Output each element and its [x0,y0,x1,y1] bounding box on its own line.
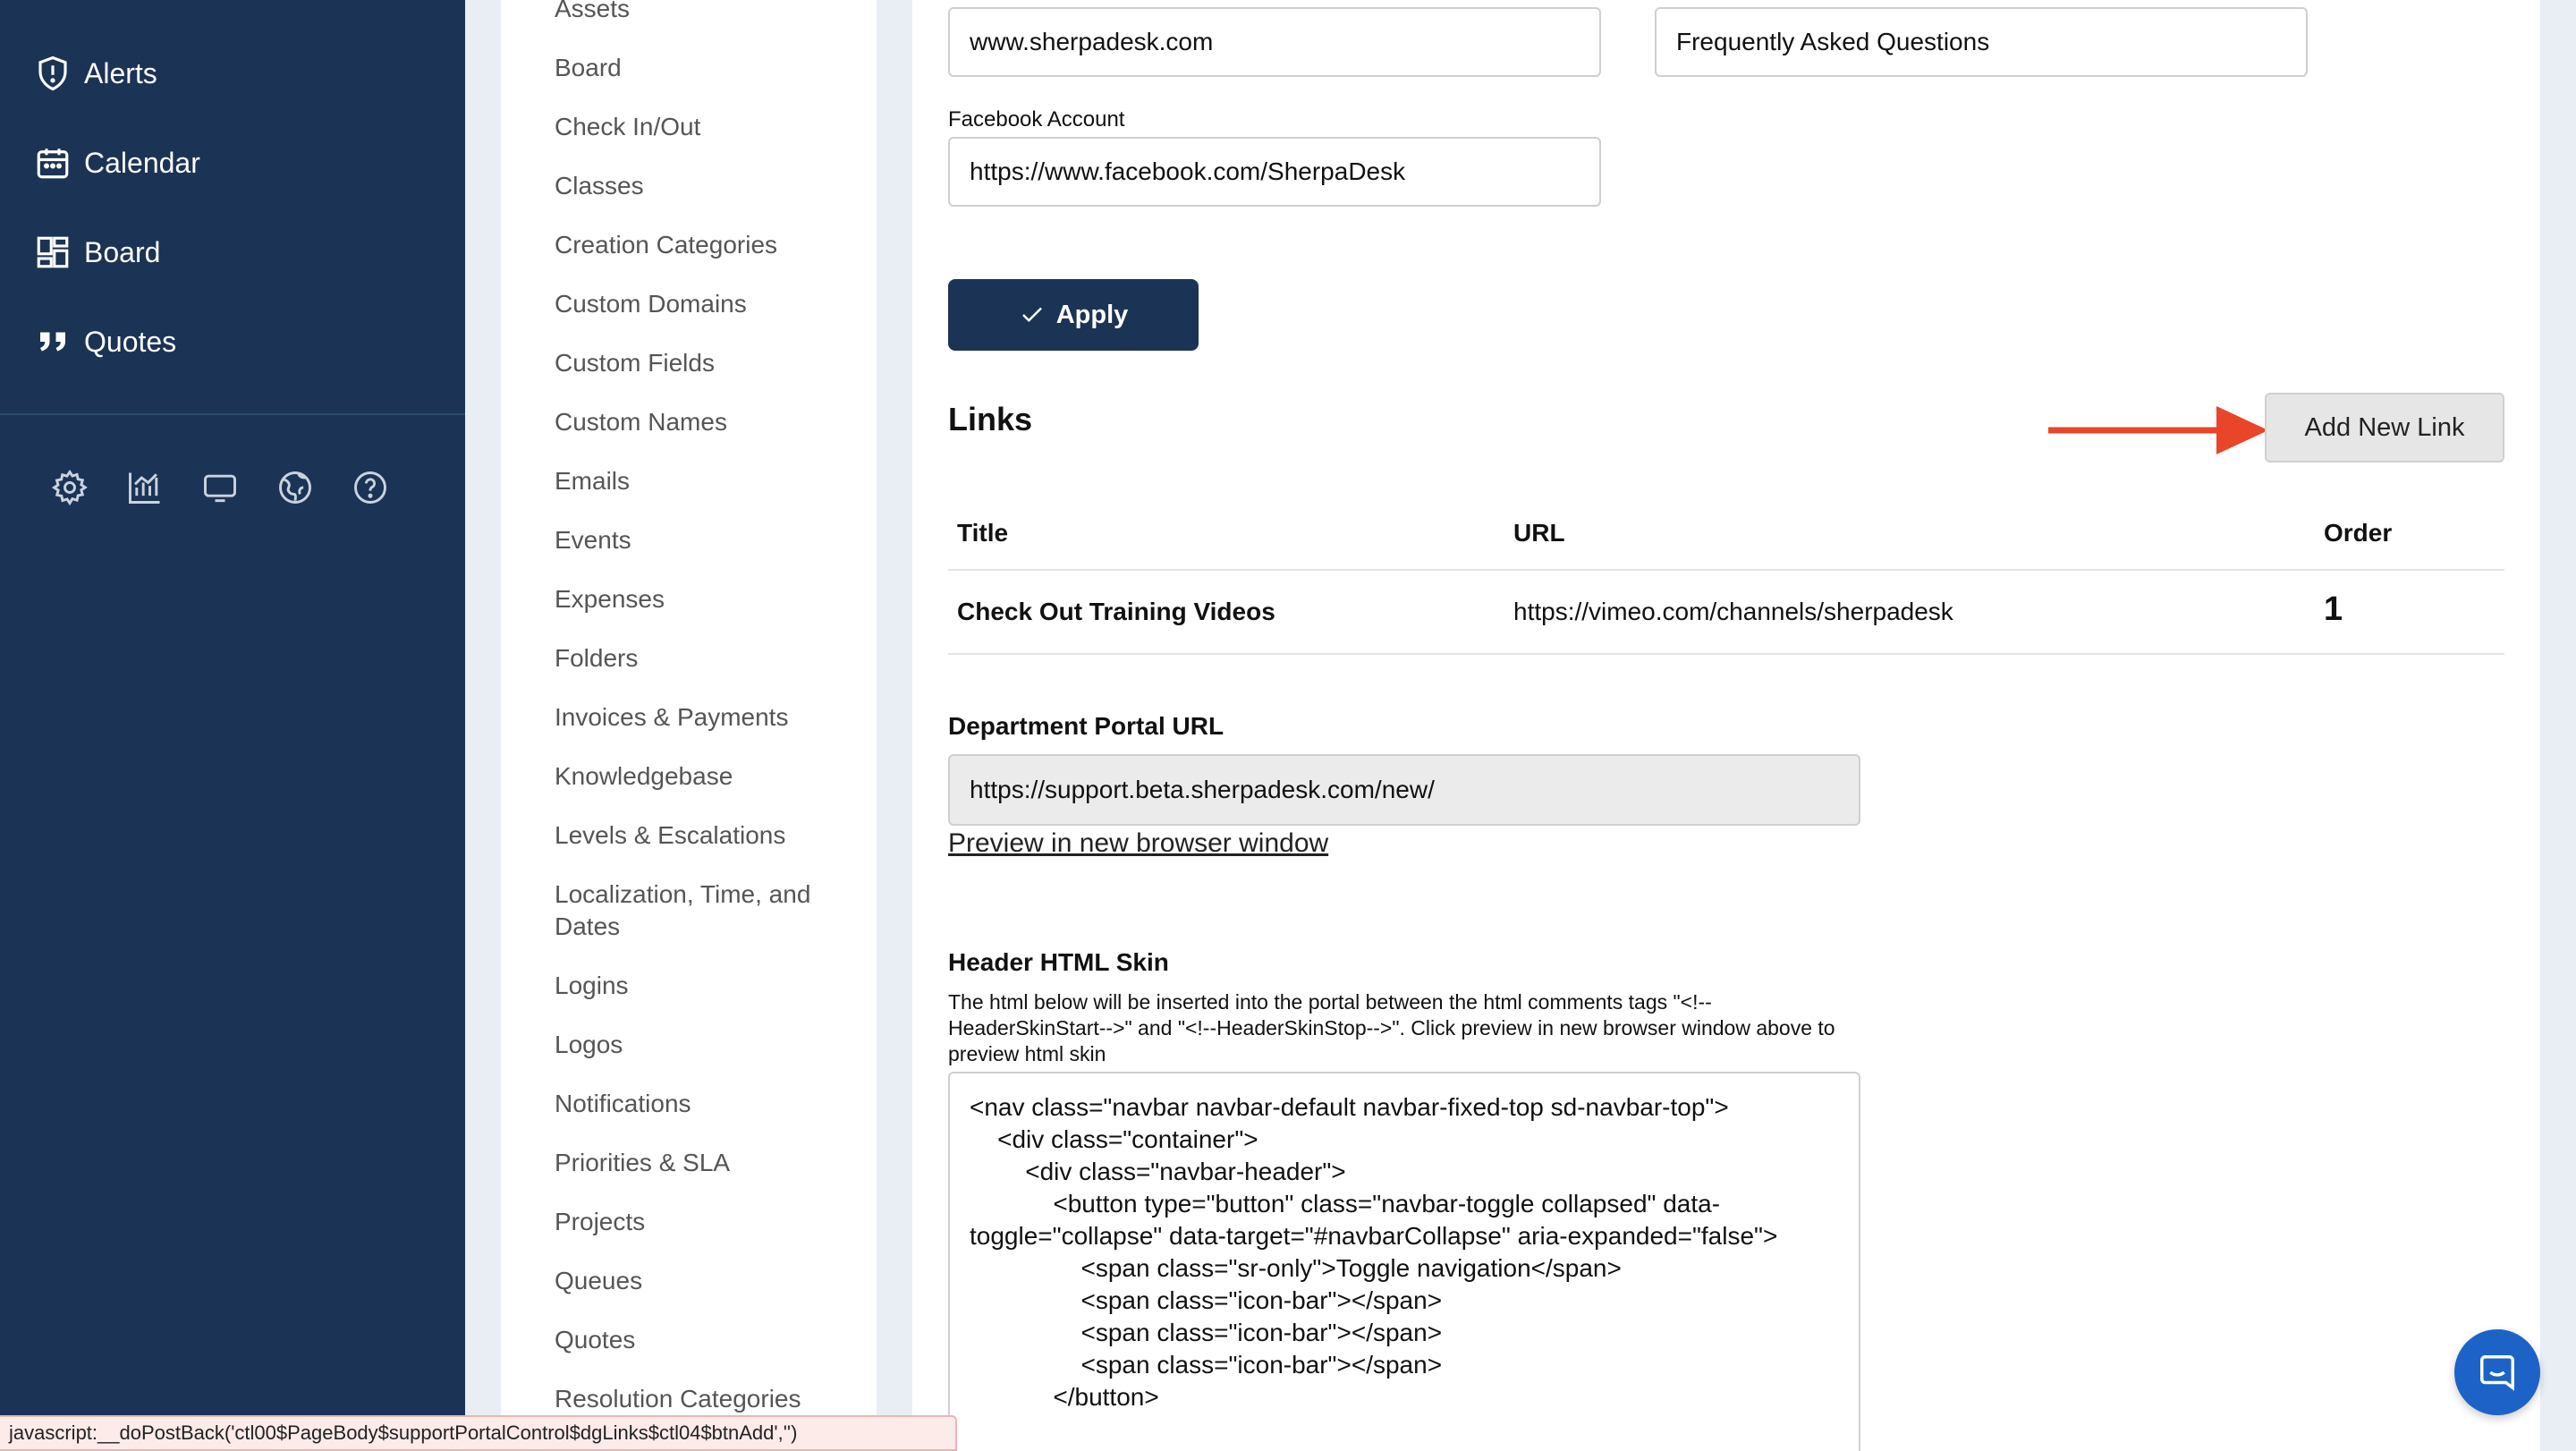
menu-item-quotes[interactable]: Quotes [555,1326,636,1353]
menu-item-logins[interactable]: Logins [555,972,629,999]
menu-item-levels-escalations[interactable]: Levels & Escalations [555,821,786,849]
nav-item-label: Alerts [84,56,157,89]
link-row-title[interactable]: Check Out Training Videos [957,598,1275,625]
nav-item-label: Calendar [84,146,200,179]
column-header-order: Order [2324,519,2393,547]
link-row-url: https://vimeo.com/channels/sherpadesk [1513,598,1953,625]
calendar-icon [34,144,72,182]
website-input[interactable]: www.sherpadesk.com [948,7,1601,77]
portal-url-label: Department Portal URL [948,712,1224,740]
nav-item-alerts[interactable] [34,47,157,100]
menu-item-queues[interactable]: Queues [555,1267,643,1294]
nav-divider [0,413,465,415]
gear-icon[interactable] [50,465,89,510]
chat-icon [2477,1352,2518,1393]
link-row-order: 1 [2324,590,2343,628]
menu-item-emails[interactable]: Emails [555,467,631,495]
facebook-input[interactable]: https://www.facebook.com/SherpaDesk [948,137,1601,207]
facebook-label: Facebook Account [948,107,1125,132]
main-content [912,0,2540,1451]
globe-icon[interactable] [275,465,315,510]
monitor-icon[interactable] [200,465,240,510]
nav-item-label: Board [84,235,161,268]
menu-item-board[interactable]: Board [555,54,622,81]
preview-link[interactable]: Preview in new browser window [948,828,1329,858]
menu-item-notifications[interactable]: Notifications [555,1090,691,1117]
check-icon [1019,301,1046,328]
shield-alert-icon [34,55,72,92]
menu-item-expenses[interactable]: Expenses [555,585,665,613]
quote-icon [34,323,72,361]
menu-item-assets[interactable]: Assets [555,0,631,22]
menu-item-resolution-categories[interactable]: Resolution Categories [555,1385,801,1413]
menu-item-check-in-out[interactable]: Check In/Out [555,113,701,140]
main-sidebar [0,0,465,1451]
apply-label: Apply [1055,300,1129,329]
settings-menu [501,0,877,1451]
menu-item-invoices-payments[interactable]: Invoices & Payments [555,703,789,731]
menu-item-localization[interactable]: Localization, Time, and Dates [555,880,811,940]
header-skin-description: The html below will be inserted into the portal between the html comments tags "<!--HeaderSkinStart-->" and "<!--HeaderSkinStop-->". Click preview in new browser window above to preview html skin [948,990,1835,1065]
table-divider [948,653,2504,655]
menu-item-custom-names[interactable]: Custom Names [555,408,727,436]
menu-item-logos[interactable]: Logos [555,1031,623,1058]
table-divider [948,569,2504,571]
faq-input[interactable]: Frequently Asked Questions [1655,7,2308,77]
add-new-link-button[interactable]: Add New Link [2265,393,2504,462]
menu-item-creation-categories[interactable]: Creation Categories [555,231,778,259]
board-icon [34,233,72,271]
nav-item-board[interactable] [34,225,160,279]
menu-item-projects[interactable]: Projects [555,1208,646,1235]
browser-status-bar: javascript:__doPostBack('ctl00$PageBody$supportPortalControl$dgLinks$ctl04$btnAdd','') [0,1415,957,1451]
help-icon[interactable] [351,465,390,510]
apply-button[interactable] [948,279,1199,351]
menu-item-events[interactable]: Events [555,526,631,554]
menu-item-custom-domains[interactable]: Custom Domains [555,290,747,318]
nav-item-calendar[interactable] [34,136,200,190]
nav-item-label: Quotes [84,325,177,358]
column-header-url: URL [1513,519,1565,547]
links-title: Links [948,401,1033,437]
menu-item-folders[interactable]: Folders [555,644,639,672]
nav-item-quotes[interactable] [34,315,176,369]
header-skin-label: Header HTML Skin [948,948,1169,976]
nav-utility-icons [50,465,390,510]
chat-launcher-button[interactable] [2454,1329,2540,1415]
menu-item-classes[interactable]: Classes [555,172,644,199]
column-header-title: Title [957,519,1009,547]
menu-item-custom-fields[interactable]: Custom Fields [555,349,715,377]
menu-item-knowledgebase[interactable]: Knowledgebase [555,762,733,790]
header-skin-textarea[interactable]: <nav class="navbar navbar-default navbar-fixed-top sd-navbar-top"> <div class="container"> <div class="navbar-header"> <button type="button" class="navbar-toggle collapsed" data-toggle="collapse" data-target="#navbarCollapse" aria-expanded="false"> <span class="sr-only">Toggle navigation</span> <span class="icon-bar"></span> <span class="icon-bar"></span> <span class="icon-bar"></span> </button> [948,1072,1860,1451]
portal-url-field: https://support.beta.sherpadesk.com/new/ [948,754,1860,826]
chart-icon[interactable] [125,465,165,510]
menu-item-priorities-sla[interactable]: Priorities & SLA [555,1149,731,1176]
arrow-annotation-icon [2046,401,2270,460]
